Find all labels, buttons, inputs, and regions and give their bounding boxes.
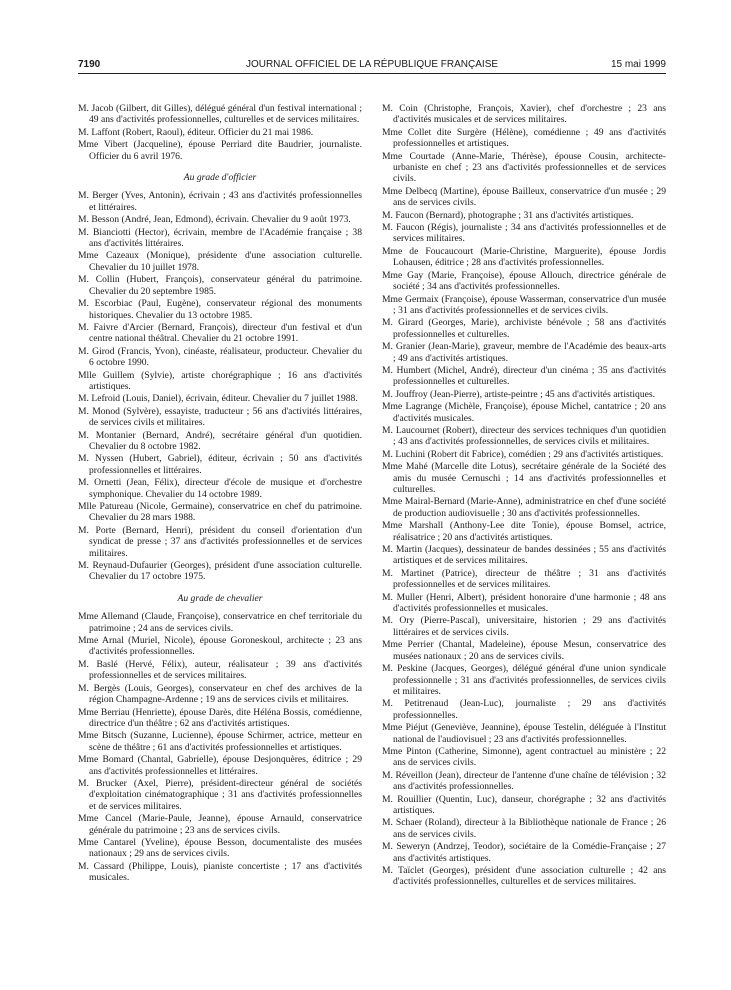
nominee-entry: M. Ornetti (Jean, Félix), directeur d'école de musique et d'orchestre symphonique. Chevalier du 14 octobre 1989.: [78, 477, 362, 500]
nominee-entry: M. Girod (Francis, Yvon), cinéaste, réalisateur, producteur. Chevalier du 6 octobre 1990.: [78, 345, 362, 369]
nominee-entry: M. Faucon (Régis), journaliste ; 34 ans d'activités professionnelles et de services militaires.: [382, 222, 666, 245]
nominee-entry: M. Lefroid (Louis, Daniel), écrivain, éditeur. Chevalier du 7 juillet 1988.: [78, 393, 358, 405]
nominee-entry: M. Bianciotti (Hector), écrivain, membre de l'Académie française ; 38 ans d'activités littéraires.: [78, 226, 362, 250]
nominee-entry: Mme Bomard (Chantal, Gabrielle), épouse Desjonquères, éditrice ; 29 ans d'activités professionnelles et littéraires.: [78, 754, 362, 777]
nominee-entry: Mme Mairal-Bernard (Marie-Anne), administratrice en chef d'une société de production audiovisuelle ; 30 ans d'activités professionnelles.: [382, 496, 666, 519]
nominee-entry: M. Cassard (Philippe, Louis), pianiste concertiste ; 17 ans d'activités musicales.: [78, 860, 362, 884]
nominee-entry: M. Seweryn (Andrzej, Teodor), sociétaire de la Comédie-Française ; 27 ans d'activités artistiques.: [382, 841, 666, 864]
nominee-entry: M. Ory (Pierre-Pascal), universitaire, historien ; 29 ans d'activités littéraires et de services civils.: [382, 615, 666, 638]
nominee-entry: Mme Berriau (Henriette), épouse Darès, dite Héléna Bossis, comédienne, directrice d'un théâtre ; 62 ans d'activités artistiques.: [78, 706, 362, 729]
nominee-entry: M. Muller (Henri, Albert), président honoraire d'une harmonie ; 48 ans d'activités professionnelles et musicales.: [382, 591, 666, 615]
nominee-entry: M. Laffont (Robert, Raoul), éditeur. Officier du 21 mai 1986.: [78, 126, 314, 138]
nominee-entry: Mme Perrier (Chantal, Madeleine), épouse Mesun, conservatrice des musées nationaux ; 20 ans de services civils.: [382, 639, 666, 662]
nominee-entry: Mme Germaix (Françoise), épouse Wasserman, conservatrice d'un musée ; 31 ans d'activités professionnelles et de services civils.: [382, 293, 666, 316]
nominee-entry: M. Bergès (Louis, Georges), conservateur en chef des archives de la région Champagne-Ardenne ; 19 ans de services civils et militaires.: [78, 682, 362, 706]
nominee-entry: Mme Mahé (Marcelle dite Lotus), secrétaire générale de la Société des amis du musée Cernuschi ; 14 ans d'activités professionnelles et culturelles.: [382, 461, 666, 495]
nominee-entry: Mlle Guillem (Sylvie), artiste chorégraphique ; 16 ans d'activités artistiques.: [78, 369, 362, 392]
right-column: [382, 103, 666, 889]
left-column: [78, 103, 362, 885]
nominee-entry: Mme Courtade (Anne-Marie, Thérèse), épouse Cousin, architecte-urbaniste en chef ; 23 ans d'activités professionnelles et de services civils.: [382, 150, 666, 185]
nominee-entry: M. Montanier (Bernard, André), secrétaire général d'un quotidien. Chevalier du 8 octobre 1982.: [78, 429, 362, 452]
nominee-entry: M. Luchini (Robert dit Fabrice), comédien ; 29 ans d'activités artistiques.: [382, 448, 664, 460]
nominee-entry: Mme Cazeaux (Monique), présidente d'une association culturelle. Chevalier du 10 juillet 1978.: [78, 250, 362, 273]
chevalier-list: [78, 611, 362, 883]
nominee-entry: Mme Gay (Marie, Françoise), épouse Allouch, directrice générale de société ; 34 ans d'activités professionnelles.: [382, 269, 666, 293]
nominee-entry: M. Besson (André, Jean, Edmond), écrivain. Chevalier du 9 août 1973.: [78, 214, 351, 226]
nominee-entry: M. Réveillon (Jean), directeur de l'antenne d'une chaîne de télévision ; 32 ans d'activités professionnelles.: [382, 769, 666, 793]
nominee-entry: M. Berger (Yves, Antonin), écrivain ; 43 ans d'activités professionnelles et littéraires.: [78, 190, 362, 213]
officier-list: [78, 190, 362, 582]
nominee-entry: M. Monod (Sylvère), essayiste, traducteur ; 56 ans d'activités littéraires, de services civils et militaires.: [78, 405, 362, 429]
chevalier-heading: Au grade de chevalier: [177, 592, 263, 604]
nominee-entry: M. Laucournet (Robert), directeur des services techniques d'un quotidien ; 43 ans d'activités professionnelles, de services civils et militaires.: [382, 424, 666, 448]
nominee-entry: M. Humbert (Michel, André), directeur d'un cinéma ; 35 ans d'activités professionnelles et culturelles.: [382, 364, 666, 388]
nominee-entry: Mme Allemand (Claude, Françoise), conservatrice en chef territoriale du patrimoine ; 24 ans de services civils.: [78, 611, 362, 634]
nominee-entry: Mme Delbecq (Martine), épouse Bailleux, conservatrice d'un musée ; 29 ans de services civils.: [382, 185, 666, 209]
right-list: [382, 103, 666, 888]
nominee-entry: M. Escorbiac (Paul, Eugène), conservateur régional des monuments historiques. Chevalier du 13 octobre 1985.: [78, 298, 362, 321]
nominee-entry: M. Martin (Jacques), dessinateur de bandes dessinées ; 55 ans d'activités artistiques et de services militaires.: [382, 544, 666, 567]
nominee-entry: Mme Arnal (Muriel, Nicole), épouse Goroneskoul, architecte ; 23 ans d'activités professionnelles.: [78, 635, 362, 658]
nominee-entry: M. Granier (Jean-Marie), graveur, membre de l'Académie des beaux-arts ; 49 ans d'activités artistiques.: [382, 341, 666, 364]
nominee-entry: M. Taïclet (Georges), président d'une association culturelle ; 42 ans d'activités professionnelles, culturelles et de services militaires.: [382, 865, 666, 888]
nominee-entry: M. Peskine (Jacques, Georges), délégué général d'une union syndicale professionnelle ; 31 ans d'activités professionnelles, de services civils et militaires.: [382, 663, 666, 697]
nominee-entry: Mme Vibert (Jacqueline), épouse Perriard dite Baudrier, journaliste. Officier du 6 avril 1976.: [78, 139, 362, 162]
nominee-entry: Mme Bitsch (Suzanne, Lucienne), épouse Schirmer, actrice, metteur en scène de théâtre ; 61 ans d'activités professionnelles et artistiques.: [78, 730, 362, 753]
nominee-entry: M. Faivre d'Arcier (Bernard, François), directeur d'un festival et d'un centre national théâtral. Chevalier du 21 octobre 1991.: [78, 321, 362, 345]
nominee-entry: Mme Lagrange (Michèle, Françoise), épouse Michel, cantatrice ; 20 ans d'activités musicales.: [382, 401, 666, 424]
nominee-entry: M. Brucker (Axel, Pierre), président-directeur général de sociétés d'exploitation cinématographique ; 31 ans d'activités professionnelles et de services militaires.: [78, 777, 362, 812]
intro-list: [78, 103, 362, 162]
nominee-entry: M. Rouillier (Quentin, Luc), danseur, chorégraphe ; 32 ans d'activités artistiques.: [382, 793, 666, 816]
nominee-entry: Mme Marshall (Anthony-Lee dite Tonie), épouse Bomsel, actrice, réalisatrice ; 20 ans d'activités artistiques.: [382, 520, 666, 543]
nominee-entry: Mme Collet dite Surgère (Hélène), comédienne ; 49 ans d'activités professionnelles et artistiques.: [382, 126, 666, 150]
page-header: [78, 58, 666, 72]
nominee-entry: Mme Cantarel (Yveline), épouse Besson, documentaliste des musées nationaux ; 29 ans de services civils.: [78, 836, 362, 860]
nominee-entry: M. Girard (Georges, Marie), archiviste bénévole ; 58 ans d'activités professionnelles et culturelles.: [382, 317, 666, 340]
nominee-entry: M. Faucon (Bernard), photographe ; 31 ans d'activités artistiques.: [382, 209, 634, 221]
nominee-entry: Mlle Patureau (Nicole, Germaine), conservatrice en chef du patrimoine. Chevalier du 28 mars 1988.: [78, 501, 362, 524]
nominee-entry: M. Baslé (Hervé, Félix), auteur, réalisateur ; 39 ans d'activités professionnelles et de services militaires.: [78, 658, 362, 682]
nominee-entry: Mme Piéjut (Geneviève, Jeannine), épouse Testelin, déléguée à l'Institut national de l'audiovisuel ; 23 ans d'activités professionnelles.: [382, 722, 666, 745]
journal-title: JOURNAL OFFICIEL DE LA RÉPUBLIQUE FRANÇAISE: [245, 59, 499, 70]
nominee-entry: M. Porte (Bernard, Henri), président du conseil d'orientation d'un syndicat de presse ; 37 ans d'activités professionnelles et de services militaires.: [78, 524, 362, 559]
nominee-entry: M. Petitrenaud (Jean-Luc), journaliste ; 29 ans d'activités professionnelles.: [382, 698, 666, 721]
nominee-entry: M. Schaer (Roland), directeur à la Bibliothèque nationale de France ; 26 ans de services civils.: [382, 817, 666, 840]
nominee-entry: M. Jouffroy (Jean-Pierre), artiste-peintre ; 45 ans d'activités artistiques.: [382, 388, 656, 400]
nominee-entry: M. Nyssen (Hubert, Gabriel), éditeur, écrivain ; 50 ans d'activités professionnelles et littéraires.: [78, 453, 362, 476]
nominee-entry: Mme Pinton (Catherine, Simonne), agent contractuel au ministère ; 22 ans de services civils.: [382, 745, 666, 769]
nominee-entry: Mme de Foucaucourt (Marie-Christine, Marguerite), épouse Jordis Lohausen, éditrice ; 28 ans d'activités professionnelles.: [382, 245, 666, 269]
officier-heading: Au grade d'officier: [183, 172, 257, 184]
nominee-entry: M. Martinet (Patrice), directeur de théâtre ; 31 ans d'activités professionnelles et de services militaires.: [382, 567, 666, 591]
nominee-entry: M. Coin (Christophe, François, Xavier), chef d'orchestre ; 23 ans d'activités musicales et de services militaires.: [382, 103, 666, 126]
page-number: 7190: [78, 59, 101, 70]
issue-date: 15 mai 1999: [610, 59, 666, 70]
nominee-entry: M. Jacob (Gilbert, dit Gilles), délégué général d'un festival international ; 49 ans d'activités professionnelles, culturelles et de services militaires.: [78, 103, 362, 126]
nominee-entry: M. Collin (Hubert, François), conservateur général du patrimoine. Chevalier du 20 septembre 1985.: [78, 274, 362, 297]
nominee-entry: Mme Cancel (Marie-Paule, Jeanne), épouse Arnauld, conservatrice générale du patrimoine ; 23 ans de services civils.: [78, 813, 362, 836]
header-rule: [78, 73, 666, 74]
nominee-entry: M. Reynaud-Dufaurier (Georges), président d'une association culturelle. Chevalier du 17 octobre 1975.: [78, 560, 362, 583]
